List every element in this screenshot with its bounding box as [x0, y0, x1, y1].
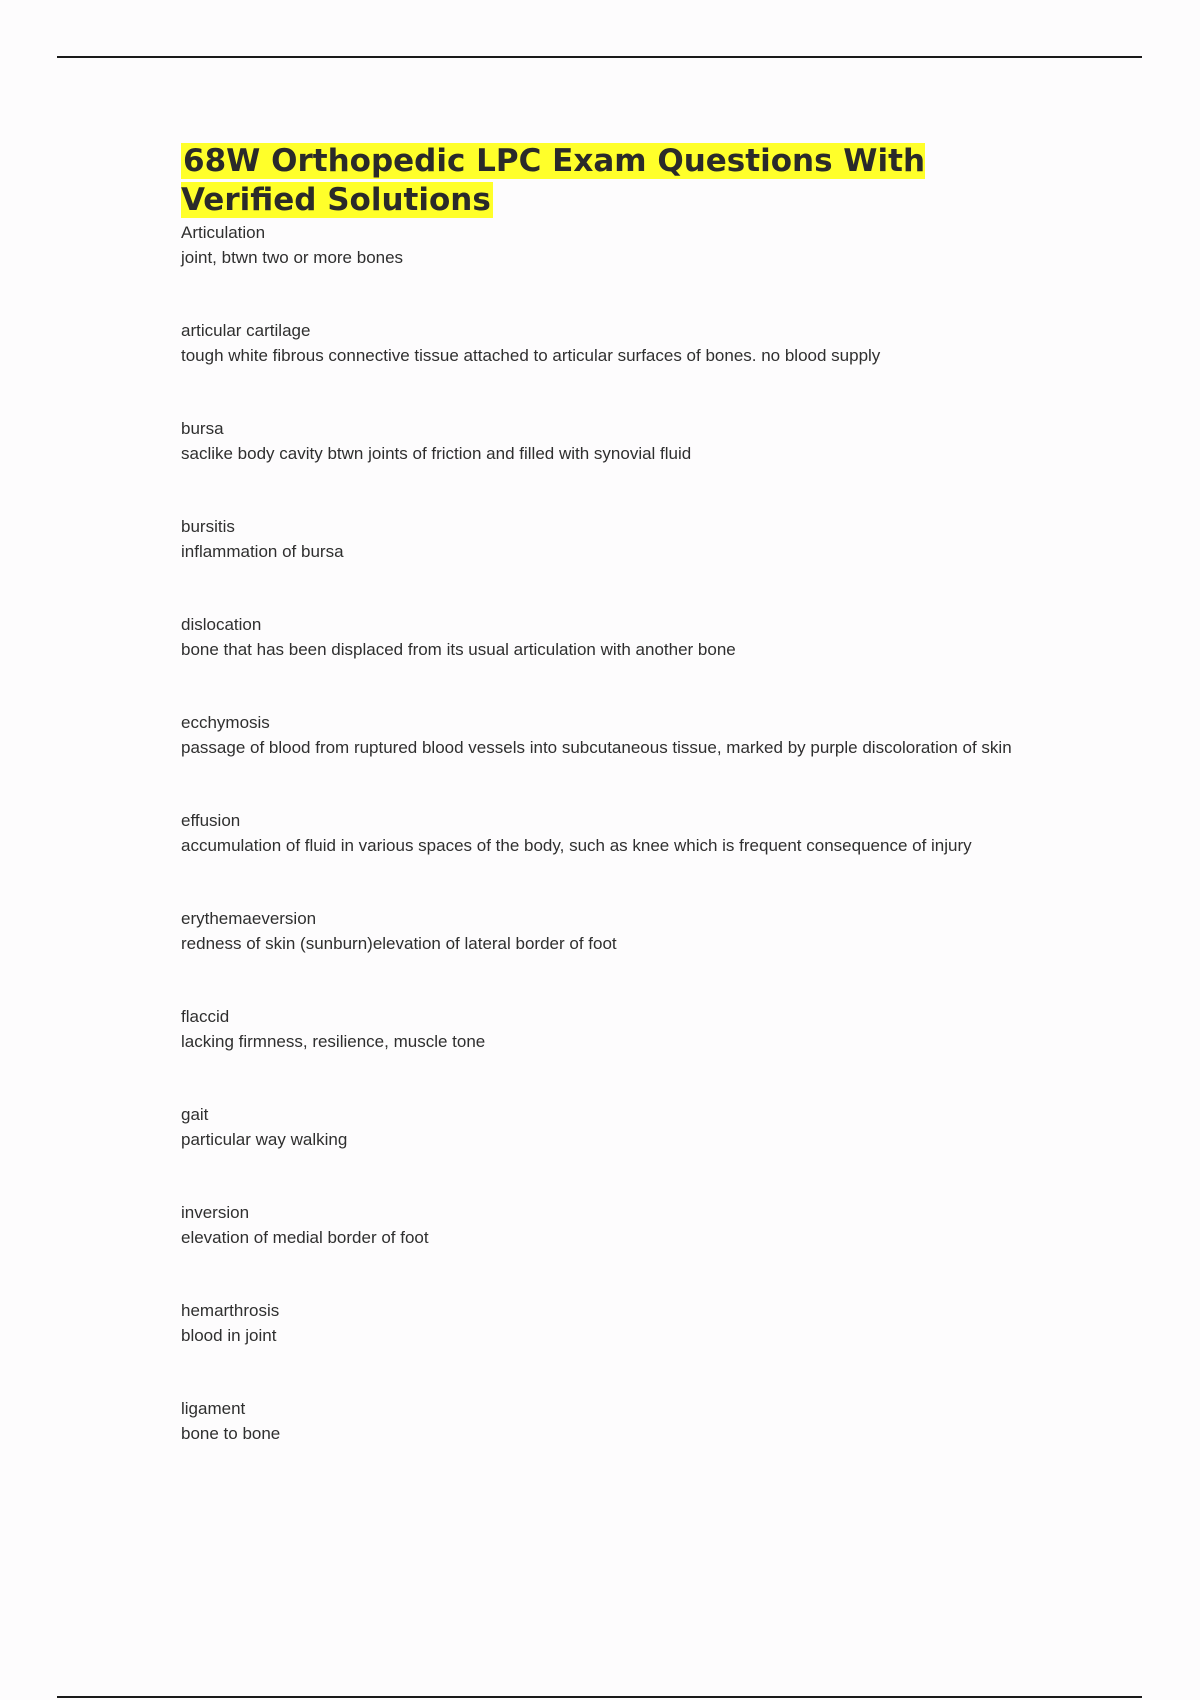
entry-term: dislocation — [181, 615, 262, 634]
glossary-entry — [181, 613, 1041, 662]
entry-definition: tough white fibrous connective tissue attached to articular surfaces of bones. no blood supply — [181, 345, 881, 365]
glossary-entry — [181, 1201, 1041, 1250]
entry-definition: joint, btwn two or more bones — [181, 247, 404, 267]
entry-term: erythemaeversion — [181, 909, 317, 928]
entry-definition: elevation of medial border of foot — [181, 1227, 429, 1247]
footer-rule — [57, 1696, 1142, 1698]
entry-term: flaccid — [181, 1007, 230, 1026]
glossary-list — [181, 221, 1041, 1446]
entry-definition: bone that has been displaced from its usual articulation with another bone — [181, 639, 736, 659]
glossary-entry — [181, 515, 1041, 564]
glossary-entry — [181, 1299, 1041, 1348]
header-rule — [57, 56, 1142, 58]
entry-definition: particular way walking — [181, 1129, 348, 1149]
title-highlight: 68W Orthopedic LPC Exam Questions With Verified Solutions — [181, 143, 926, 218]
glossary-entry — [181, 1103, 1041, 1152]
entry-definition: passage of blood from ruptured blood vessels into subcutaneous tissue, marked by purple discoloration of skin — [181, 737, 1012, 757]
entry-term: ecchymosis — [181, 713, 270, 732]
entry-term: Articulation — [181, 223, 266, 242]
entry-term: hemarthrosis — [181, 1301, 280, 1320]
glossary-entry — [181, 221, 1041, 270]
entry-term: ligament — [181, 1399, 246, 1418]
glossary-entry — [181, 1005, 1041, 1054]
entry-definition: bone to bone — [181, 1423, 281, 1443]
entry-definition: inflammation of bursa — [181, 541, 344, 561]
glossary-entry — [181, 319, 1041, 368]
entry-term: gait — [181, 1105, 209, 1124]
entry-term: articular cartilage — [181, 321, 311, 340]
entry-definition: lacking firmness, resilience, muscle tone — [181, 1031, 486, 1051]
entry-term: bursa — [181, 419, 224, 438]
entry-term: bursitis — [181, 517, 235, 536]
glossary-entry — [181, 809, 1041, 858]
glossary-entry — [181, 907, 1041, 956]
entry-term: effusion — [181, 811, 241, 830]
document-body — [181, 142, 1041, 1446]
entry-definition: accumulation of fluid in various spaces of the body, such as knee which is frequent consequence of injury — [181, 835, 972, 855]
document-title — [181, 142, 1041, 220]
glossary-entry — [181, 711, 1041, 760]
entry-definition: redness of skin (sunburn)elevation of lateral border of foot — [181, 933, 617, 953]
entry-definition: blood in joint — [181, 1325, 277, 1345]
glossary-entry — [181, 417, 1041, 466]
glossary-entry — [181, 1397, 1041, 1446]
entry-definition: saclike body cavity btwn joints of friction and filled with synovial fluid — [181, 443, 692, 463]
entry-term: inversion — [181, 1203, 250, 1222]
